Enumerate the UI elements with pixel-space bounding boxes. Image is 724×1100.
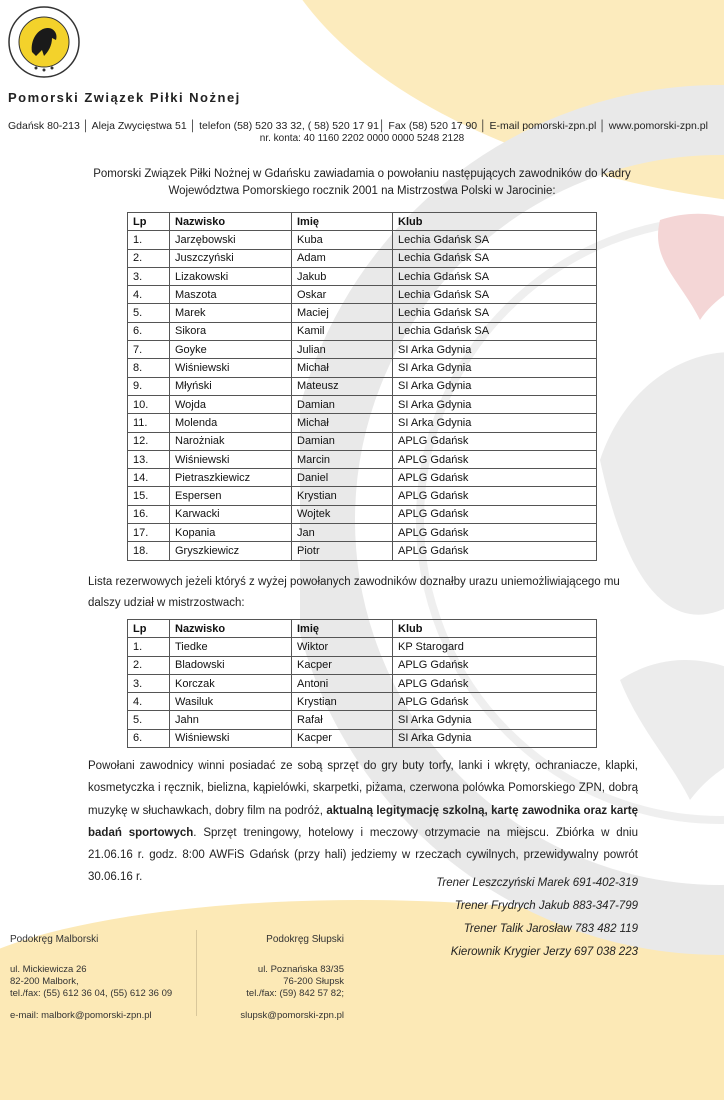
row-surname: Narożniak — [170, 432, 292, 450]
row-first-name: Jakub — [292, 267, 393, 285]
row-club: Lechia Gdańsk SA — [393, 249, 597, 267]
instructions-text-part2: . Sprzęt treningowy, hotelowy i meczowy otrzymacie na miejscu. Zbiórka w dniu 21.06.16 r. godz. 8:00 AWFiS Gdańsk (przy hali) jedziemy w rzeczach cywilnych, przewidywalny powrót 30.06.16 r. — [88, 826, 639, 884]
row-first-name: Kamil — [292, 322, 393, 340]
footer-slupsk-phone: tel./fax: (59) 842 57 82; — [246, 988, 344, 999]
reserve-list-note: Lista rezerwowych jeżeli któryś z wyżej powołanych zawodników doznałby urazu uniemożliwiającego mu dalszy udział w mistrzostwach: — [88, 576, 620, 609]
row-first-name: Damian — [292, 395, 393, 413]
row-surname: Korczak — [170, 674, 292, 692]
row-first-name: Michał — [292, 359, 393, 377]
row-surname: Tiedke — [170, 638, 292, 656]
row-club: APLG Gdańsk — [393, 693, 597, 711]
called-players-table — [127, 212, 597, 561]
row-lp: 4. — [128, 286, 170, 304]
table-row — [128, 432, 597, 450]
row-club: KP Starogard — [393, 638, 597, 656]
row-lp: 12. — [128, 432, 170, 450]
row-club: SI Arka Gdynia — [393, 377, 597, 395]
footer-malbork — [10, 934, 172, 1022]
row-first-name: Piotr — [292, 542, 393, 560]
row-first-name: Kacper — [292, 729, 393, 747]
row-lp: 8. — [128, 359, 170, 377]
table-row — [128, 469, 597, 487]
row-surname: Wiśniewski — [170, 450, 292, 468]
row-club: SI Arka Gdynia — [393, 414, 597, 432]
row-surname: Goyke — [170, 341, 292, 359]
row-club: Lechia Gdańsk SA — [393, 231, 597, 249]
column-header-lp: Lp — [128, 213, 170, 231]
row-club: APLG Gdańsk — [393, 505, 597, 523]
row-surname: Kopania — [170, 524, 292, 542]
footer-malbork-city: 82-200 Malbork, — [10, 976, 79, 987]
table-row — [128, 231, 597, 249]
table-row — [128, 377, 597, 395]
row-club: SI Arka Gdynia — [393, 341, 597, 359]
row-surname: Juszczyński — [170, 249, 292, 267]
row-lp: 6. — [128, 322, 170, 340]
staff-contacts — [436, 872, 638, 964]
column-header-first-name: Imię — [292, 213, 393, 231]
column-header-surname: Nazwisko — [170, 213, 292, 231]
row-lp: 3. — [128, 267, 170, 285]
row-lp: 16. — [128, 505, 170, 523]
column-header-club: Klub — [393, 213, 597, 231]
staff-contact-line: Trener Talik Jarosław 783 482 119 — [463, 923, 638, 935]
row-club: APLG Gdańsk — [393, 450, 597, 468]
reserve-players-table — [127, 619, 597, 748]
footer-slupsk-email: slupsk@pomorski-zpn.pl — [240, 1010, 344, 1021]
row-surname: Pietraszkiewicz — [170, 469, 292, 487]
row-club: APLG Gdańsk — [393, 656, 597, 674]
table-row — [128, 304, 597, 322]
footer-malbork-street: ul. Mickiewicza 26 — [10, 964, 87, 975]
table-row — [128, 729, 597, 747]
footer-malbork-title: Podokręg Malborski — [10, 934, 99, 945]
instructions-text-part1: Powołani zawodnicy winni posiadać ze sobą sprzęt do gry buty torfy, lanki i wkręty, ochraniacze, klapki, kosmetyczka i ręcznik, bielizna, kąpielówki, skarpetki, piżama, czerwona polówka Pomorskiego ZPN, dobrą muzykę w słuchawkach, dobry film na podróż, — [88, 760, 638, 817]
instructions-required-documents: aktualną legitymację szkolną, kartę zawodnika oraz kartę badań sportowych — [88, 804, 638, 839]
row-first-name: Wojtek — [292, 505, 393, 523]
staff-contact-line: Trener Leszczyński Marek 691-402-319 — [436, 877, 638, 889]
row-lp: 4. — [128, 693, 170, 711]
table-row — [128, 341, 597, 359]
staff-contact-line: Kierownik Krygier Jerzy 697 038 223 — [450, 946, 638, 958]
table-row — [128, 656, 597, 674]
table-row — [128, 359, 597, 377]
pzpn-logo-icon — [8, 6, 80, 78]
row-club: Lechia Gdańsk SA — [393, 322, 597, 340]
row-lp: 13. — [128, 450, 170, 468]
row-lp: 2. — [128, 656, 170, 674]
organization-name: Pomorski Związek Piłki Nożnej — [8, 90, 241, 105]
table-row — [128, 414, 597, 432]
intro-paragraph: Pomorski Związek Piłki Nożnej w Gdańsku zawiadamia o powołaniu następujących zawodników do Kadry Województwa Pomorskiego rocznik 2001 na Mistrzostwa Polski w Jarocinie: — [93, 168, 631, 197]
row-first-name: Kacper — [292, 656, 393, 674]
row-surname: Jahn — [170, 711, 292, 729]
row-club: Lechia Gdańsk SA — [393, 267, 597, 285]
row-surname: Lizakowski — [170, 267, 292, 285]
row-lp: 17. — [128, 524, 170, 542]
row-surname: Gryszkiewicz — [170, 542, 292, 560]
table-row — [128, 711, 597, 729]
row-lp: 15. — [128, 487, 170, 505]
row-lp: 6. — [128, 729, 170, 747]
table-row — [128, 395, 597, 413]
row-first-name: Michał — [292, 414, 393, 432]
row-first-name: Krystian — [292, 487, 393, 505]
row-surname: Karwacki — [170, 505, 292, 523]
row-first-name: Adam — [292, 249, 393, 267]
table-row — [128, 674, 597, 692]
table-row — [128, 286, 597, 304]
footer-slupsk-title: Podokręg Słupski — [266, 934, 344, 945]
row-surname: Marek — [170, 304, 292, 322]
row-first-name: Daniel — [292, 469, 393, 487]
row-first-name: Wiktor — [292, 638, 393, 656]
row-surname: Wiśniewski — [170, 729, 292, 747]
table-row — [128, 693, 597, 711]
row-lp: 1. — [128, 231, 170, 249]
row-club: APLG Gdańsk — [393, 542, 597, 560]
bank-account-line: nr. konta: 40 1160 2202 0000 0000 5248 2128 — [259, 133, 465, 144]
column-header-surname: Nazwisko — [170, 620, 292, 638]
row-lp: 1. — [128, 638, 170, 656]
table-row — [128, 505, 597, 523]
row-surname: Wasiluk — [170, 693, 292, 711]
row-first-name: Oskar — [292, 286, 393, 304]
row-surname: Młyński — [170, 377, 292, 395]
table-row — [128, 249, 597, 267]
table-row — [128, 638, 597, 656]
row-club: APLG Gdańsk — [393, 674, 597, 692]
footer-slupsk — [234, 934, 344, 1022]
row-club: SI Arka Gdynia — [393, 359, 597, 377]
row-club: APLG Gdańsk — [393, 469, 597, 487]
row-surname: Wiśniewski — [170, 359, 292, 377]
row-club: APLG Gdańsk — [393, 487, 597, 505]
row-surname: Wojda — [170, 395, 292, 413]
table-row — [128, 322, 597, 340]
contact-address-line: Gdańsk 80-213 │ Aleja Zwycięstwa 51 │ telefon (58) 520 33 32, ( 58) 520 17 91│ Fax (58) 520 17 90 │ E-mail pomorski-zpn.pl │ www.pomorski-zpn.pl — [8, 120, 708, 132]
row-first-name: Maciej — [292, 304, 393, 322]
row-surname: Espersen — [170, 487, 292, 505]
table-row — [128, 450, 597, 468]
table-header-row — [128, 620, 597, 638]
footer-malbork-phone: tel./fax: (55) 612 36 04, (55) 612 36 09 — [10, 988, 173, 999]
footer-divider — [196, 930, 197, 1016]
row-first-name: Damian — [292, 432, 393, 450]
row-first-name: Julian — [292, 341, 393, 359]
table-row — [128, 524, 597, 542]
row-club: APLG Gdańsk — [393, 524, 597, 542]
row-club: SI Arka Gdynia — [393, 395, 597, 413]
row-first-name: Antoni — [292, 674, 393, 692]
column-header-club: Klub — [393, 620, 597, 638]
row-first-name: Mateusz — [292, 377, 393, 395]
row-lp: 5. — [128, 304, 170, 322]
footer-slupsk-street: ul. Poznańska 83/35 — [257, 964, 344, 975]
table-row — [128, 542, 597, 560]
column-header-lp: Lp — [128, 620, 170, 638]
table-header-row — [128, 213, 597, 231]
row-lp: 2. — [128, 249, 170, 267]
row-surname: Molenda — [170, 414, 292, 432]
row-club: SI Arka Gdynia — [393, 729, 597, 747]
footer-malbork-email: e-mail: malbork@pomorski-zpn.pl — [10, 1010, 152, 1021]
row-club: APLG Gdańsk — [393, 432, 597, 450]
row-lp: 18. — [128, 542, 170, 560]
row-lp: 3. — [128, 674, 170, 692]
row-first-name: Kuba — [292, 231, 393, 249]
row-club: SI Arka Gdynia — [393, 711, 597, 729]
row-surname: Bladowski — [170, 656, 292, 674]
row-lp: 5. — [128, 711, 170, 729]
row-lp: 9. — [128, 377, 170, 395]
table-row — [128, 487, 597, 505]
table-row — [128, 267, 597, 285]
row-first-name: Jan — [292, 524, 393, 542]
footer-slupsk-city: 76-200 Słupsk — [283, 976, 344, 987]
row-surname: Maszota — [170, 286, 292, 304]
row-first-name: Marcin — [292, 450, 393, 468]
row-lp: 11. — [128, 414, 170, 432]
row-first-name: Krystian — [292, 693, 393, 711]
row-surname: Sikora — [170, 322, 292, 340]
row-lp: 14. — [128, 469, 170, 487]
row-club: Lechia Gdańsk SA — [393, 286, 597, 304]
row-club: Lechia Gdańsk SA — [393, 304, 597, 322]
row-lp: 10. — [128, 395, 170, 413]
row-surname: Jarzębowski — [170, 231, 292, 249]
row-lp: 7. — [128, 341, 170, 359]
staff-contact-line: Trener Frydrych Jakub 883-347-799 — [454, 900, 638, 912]
column-header-first-name: Imię — [292, 620, 393, 638]
instructions-paragraph — [88, 755, 638, 889]
row-first-name: Rafał — [292, 711, 393, 729]
